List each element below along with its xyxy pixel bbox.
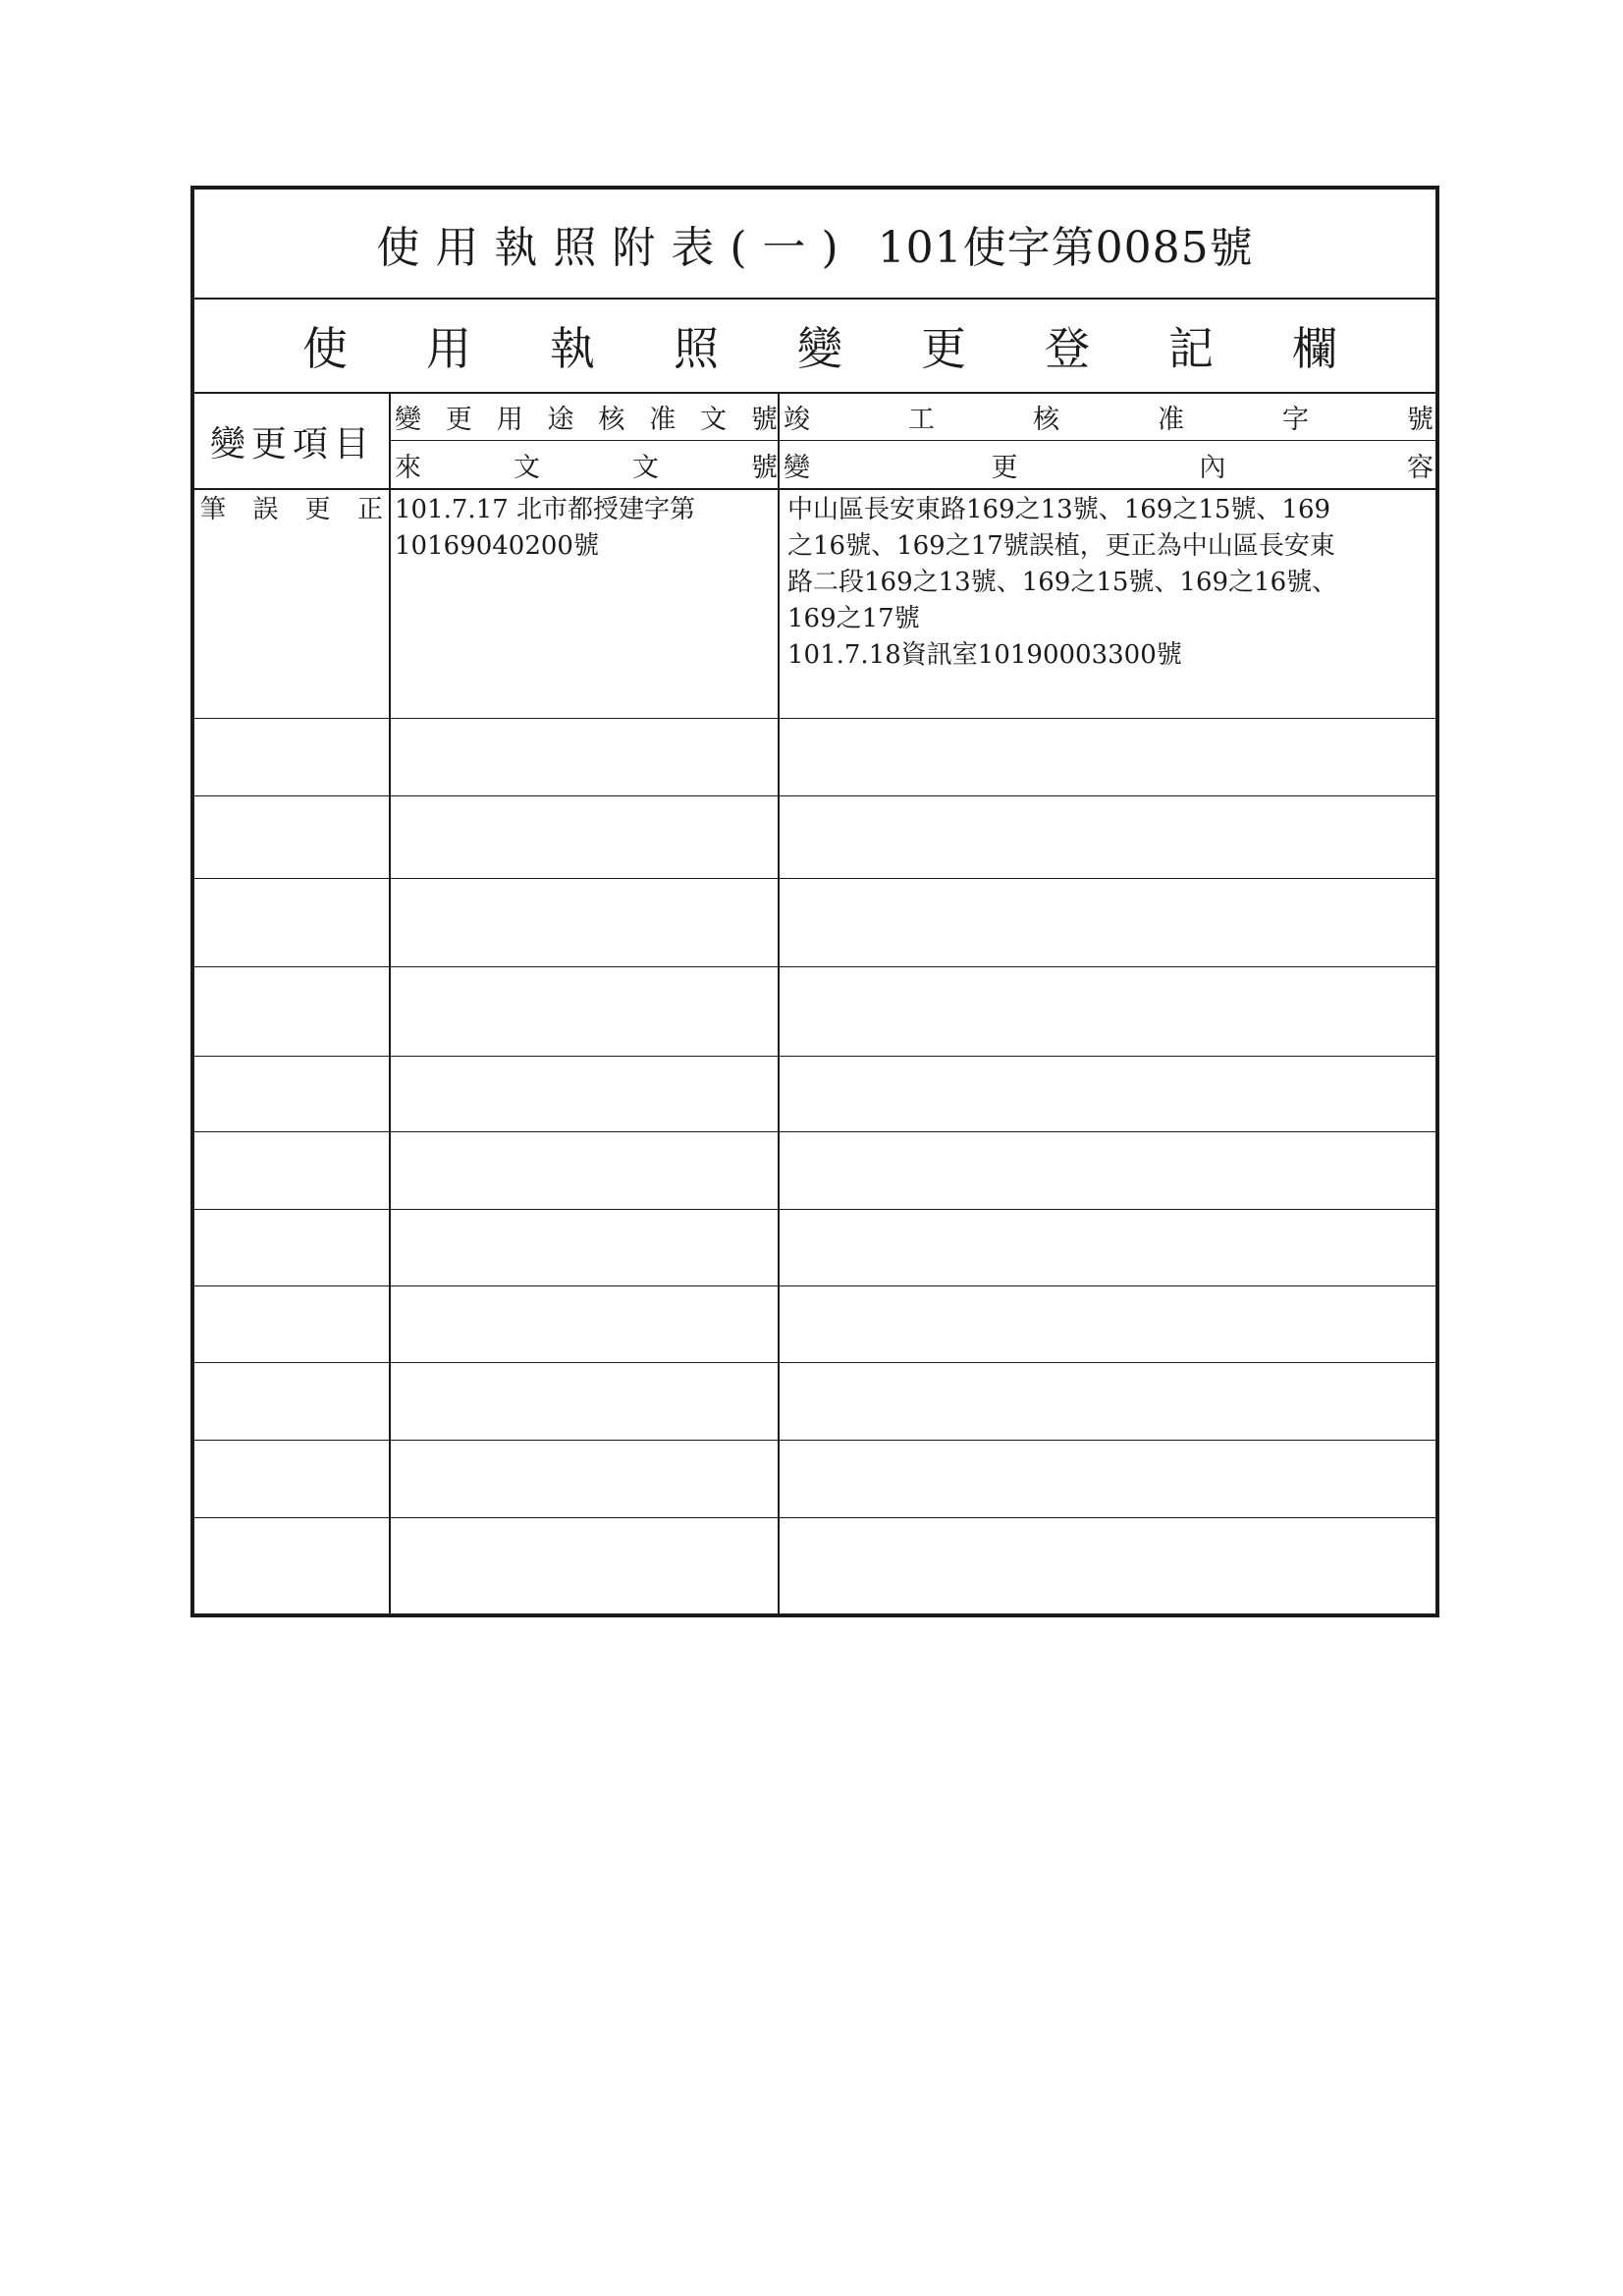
row-divider — [194, 1056, 1435, 1057]
section-char: 變 — [797, 322, 842, 375]
form-title — [194, 190, 1435, 300]
column-header-row — [194, 394, 1435, 490]
column-divider — [778, 394, 780, 1613]
section-header — [194, 300, 1435, 394]
row-divider — [194, 1285, 1435, 1286]
column-divider — [389, 394, 391, 1613]
row-divider — [194, 878, 1435, 879]
row-divider — [194, 795, 1435, 796]
entry-change-content: 中山區長安東路169之13號、169之15號、169 之16號、169之17號誤植，更正為中山區長安東 路二段169之13號、169之15號、169之16號、 169之17號 101.7.18資訊室10190003300號 — [787, 495, 1338, 670]
section-char: 登 — [1045, 322, 1090, 375]
row-divider — [194, 1131, 1435, 1132]
change-content-header: 變 更 內 容 — [784, 452, 1434, 483]
row-divider — [194, 1362, 1435, 1363]
section-char: 執 — [550, 322, 595, 375]
row-divider — [194, 1440, 1435, 1441]
section-char: 更 — [921, 322, 966, 375]
section-char: 照 — [674, 322, 719, 375]
license-number: 101使字第0085號 — [877, 223, 1254, 273]
row-divider — [194, 1209, 1435, 1210]
approval-number-header: 變 更 用 途 核 准 文 號 — [391, 394, 780, 441]
row-divider — [194, 1517, 1435, 1518]
form-title-main: 使用執照附表(一) — [376, 223, 854, 273]
entry-reference-number: 101.7.17 北市都授建字第 10169040200號 — [395, 495, 696, 561]
change-item-header: 變更項目 — [209, 423, 375, 465]
section-char: 記 — [1168, 322, 1214, 375]
section-char: 欄 — [1292, 322, 1337, 375]
row-divider — [194, 718, 1435, 719]
section-char: 使 — [302, 322, 348, 375]
section-char: 用 — [426, 322, 471, 375]
row-divider — [194, 966, 1435, 967]
change-registration-form — [190, 186, 1439, 1617]
incoming-number-header: 來 文 文 號 — [395, 452, 778, 483]
entry-change-item: 筆 誤 更 正 — [200, 495, 383, 524]
completion-number-header: 竣 工 核 准 字 號 — [780, 394, 1435, 441]
